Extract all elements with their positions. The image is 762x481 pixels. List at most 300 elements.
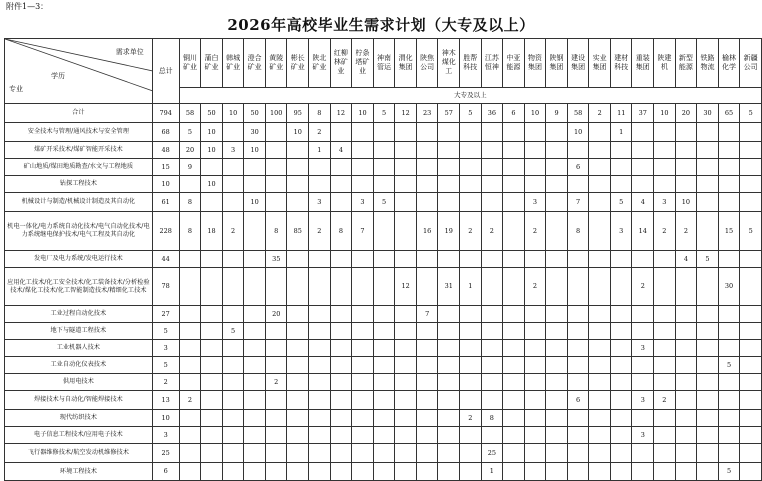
total-cell: 48	[152, 142, 179, 159]
count-cell	[675, 323, 697, 340]
count-cell	[610, 340, 632, 357]
count-cell	[265, 444, 287, 463]
company-header: 铜川矿业	[179, 39, 201, 88]
count-cell	[179, 374, 201, 391]
demand-table	[4, 38, 762, 481]
total-cell: 15	[152, 159, 179, 176]
count-cell	[373, 251, 395, 268]
count-cell	[309, 340, 331, 357]
count-cell	[438, 374, 460, 391]
count-cell: 23	[416, 104, 438, 123]
count-cell	[481, 306, 503, 323]
count-cell: 7	[352, 212, 374, 251]
count-cell: 50	[201, 104, 223, 123]
count-cell: 12	[395, 268, 417, 306]
count-cell	[309, 251, 331, 268]
major-cell: 工业自动化仪表技术	[5, 357, 153, 374]
count-cell	[287, 374, 309, 391]
count-cell: 3	[222, 142, 244, 159]
count-cell	[265, 323, 287, 340]
count-cell: 3	[632, 391, 654, 410]
count-cell	[395, 427, 417, 444]
count-cell	[610, 444, 632, 463]
count-cell	[352, 142, 374, 159]
count-cell	[179, 306, 201, 323]
total-cell: 68	[152, 123, 179, 142]
count-cell	[395, 176, 417, 193]
count-cell	[265, 268, 287, 306]
count-cell: 1	[610, 123, 632, 142]
count-cell	[416, 391, 438, 410]
count-cell: 2	[222, 212, 244, 251]
count-cell	[697, 268, 719, 306]
count-cell	[503, 159, 525, 176]
count-cell	[546, 193, 568, 212]
count-cell	[330, 410, 352, 427]
count-cell	[395, 212, 417, 251]
count-cell: 2	[459, 410, 481, 427]
count-cell	[459, 193, 481, 212]
total-cell: 3	[152, 340, 179, 357]
total-cell: 5	[152, 323, 179, 340]
count-cell	[654, 340, 676, 357]
count-cell: 10	[222, 104, 244, 123]
count-cell	[567, 427, 589, 444]
count-cell	[179, 176, 201, 193]
count-cell	[244, 251, 266, 268]
count-cell	[309, 427, 331, 444]
count-cell	[481, 357, 503, 374]
count-cell	[481, 374, 503, 391]
count-cell	[610, 251, 632, 268]
count-cell	[654, 159, 676, 176]
count-cell: 8	[481, 410, 503, 427]
count-cell	[201, 444, 223, 463]
count-cell	[697, 193, 719, 212]
company-header: 渭化集团	[395, 39, 417, 88]
count-cell	[244, 268, 266, 306]
count-cell	[675, 374, 697, 391]
company-header: 柠条塔矿业	[352, 39, 374, 88]
count-cell	[459, 357, 481, 374]
company-header: 陕北矿业	[309, 39, 331, 88]
count-cell: 3	[632, 427, 654, 444]
count-cell	[352, 410, 374, 427]
count-cell	[718, 306, 740, 323]
count-cell	[201, 340, 223, 357]
count-cell	[546, 357, 568, 374]
count-cell	[438, 159, 460, 176]
count-cell	[481, 268, 503, 306]
count-cell	[244, 306, 266, 323]
count-cell	[503, 176, 525, 193]
count-cell	[330, 374, 352, 391]
company-header: 胜帮科技	[459, 39, 481, 88]
count-cell: 7	[416, 306, 438, 323]
major-cell: 工业过程自动化技术	[5, 306, 153, 323]
count-cell: 1	[481, 463, 503, 481]
count-cell: 8	[179, 193, 201, 212]
count-cell	[373, 176, 395, 193]
count-cell	[352, 268, 374, 306]
count-cell	[610, 268, 632, 306]
count-cell	[395, 410, 417, 427]
count-cell	[610, 391, 632, 410]
count-cell: 2	[309, 212, 331, 251]
count-cell	[697, 391, 719, 410]
table-row	[5, 142, 762, 159]
company-header: 新型能源	[675, 39, 697, 88]
count-cell	[330, 391, 352, 410]
table-row	[5, 176, 762, 193]
count-cell	[740, 251, 762, 268]
count-cell	[287, 306, 309, 323]
count-cell: 7	[567, 193, 589, 212]
count-cell	[567, 251, 589, 268]
count-cell: 8	[567, 212, 589, 251]
count-cell	[309, 159, 331, 176]
count-cell	[395, 123, 417, 142]
count-cell	[610, 410, 632, 427]
count-cell	[416, 323, 438, 340]
count-cell: 1	[459, 268, 481, 306]
count-cell	[546, 176, 568, 193]
count-cell	[438, 176, 460, 193]
count-cell	[524, 374, 546, 391]
count-cell	[567, 306, 589, 323]
count-cell	[654, 142, 676, 159]
count-cell	[265, 391, 287, 410]
count-cell	[654, 427, 676, 444]
corner-major-label: 专业	[9, 85, 23, 93]
company-header: 澄合矿业	[244, 39, 266, 88]
count-cell	[567, 323, 589, 340]
count-cell	[201, 427, 223, 444]
count-cell: 2	[675, 212, 697, 251]
company-header: 建材科技	[610, 39, 632, 88]
count-cell: 3	[632, 340, 654, 357]
major-cell: 应用化工技术/化工安全技术/化工装备技术/分析检验技术/煤化工技术/化工智能制造技术/精细化工技术	[5, 268, 153, 306]
count-cell	[546, 340, 568, 357]
count-cell	[265, 340, 287, 357]
count-cell	[632, 142, 654, 159]
count-cell	[503, 410, 525, 427]
count-cell	[459, 251, 481, 268]
count-cell: 10	[567, 123, 589, 142]
count-cell	[718, 251, 740, 268]
count-cell	[201, 323, 223, 340]
count-cell: 6	[567, 391, 589, 410]
count-cell	[373, 268, 395, 306]
count-cell	[632, 357, 654, 374]
table-row	[5, 193, 762, 212]
count-cell	[373, 374, 395, 391]
count-cell: 58	[567, 104, 589, 123]
count-cell	[567, 340, 589, 357]
count-cell	[179, 357, 201, 374]
major-cell: 合计	[5, 104, 153, 123]
count-cell	[459, 340, 481, 357]
count-cell	[740, 193, 762, 212]
count-cell	[524, 123, 546, 142]
count-cell	[675, 142, 697, 159]
table-row	[5, 410, 762, 427]
count-cell	[352, 357, 374, 374]
count-cell	[697, 444, 719, 463]
count-cell	[697, 142, 719, 159]
count-cell	[503, 268, 525, 306]
count-cell	[503, 427, 525, 444]
count-cell	[330, 323, 352, 340]
total-header: 总计	[152, 39, 179, 104]
count-cell	[610, 427, 632, 444]
company-header: 蒲白矿业	[201, 39, 223, 88]
count-cell	[503, 142, 525, 159]
count-cell	[438, 427, 460, 444]
count-cell	[675, 357, 697, 374]
count-cell: 3	[524, 193, 546, 212]
count-cell	[481, 323, 503, 340]
major-cell: 机电一体化/电力系统自动化技术/电气自动化技术/电力系统继电保护技术/电气工程及其自动化	[5, 212, 153, 251]
count-cell: 8	[309, 104, 331, 123]
count-cell	[438, 123, 460, 142]
count-cell	[654, 410, 676, 427]
count-cell	[201, 193, 223, 212]
count-cell: 3	[610, 212, 632, 251]
count-cell	[416, 159, 438, 176]
count-cell	[373, 357, 395, 374]
total-cell: 10	[152, 410, 179, 427]
count-cell	[654, 176, 676, 193]
count-cell	[481, 391, 503, 410]
major-cell: 工业机器人技术	[5, 340, 153, 357]
count-cell	[373, 340, 395, 357]
count-cell	[481, 193, 503, 212]
count-cell	[567, 176, 589, 193]
company-header: 神南管运	[373, 39, 395, 88]
company-header: 铁路物流	[697, 39, 719, 88]
count-cell	[201, 410, 223, 427]
count-cell	[244, 427, 266, 444]
count-cell	[589, 268, 611, 306]
major-cell: 供用电技术	[5, 374, 153, 391]
count-cell	[265, 357, 287, 374]
count-cell	[524, 427, 546, 444]
count-cell	[438, 251, 460, 268]
count-cell	[589, 357, 611, 374]
company-header: 江苏恒神	[481, 39, 503, 88]
count-cell	[675, 159, 697, 176]
count-cell	[330, 306, 352, 323]
table-row	[5, 159, 762, 176]
total-cell: 6	[152, 463, 179, 481]
count-cell	[589, 159, 611, 176]
count-cell	[632, 444, 654, 463]
count-cell	[546, 306, 568, 323]
count-cell	[632, 374, 654, 391]
count-cell: 2	[459, 212, 481, 251]
count-cell	[438, 142, 460, 159]
count-cell	[373, 427, 395, 444]
count-cell	[675, 427, 697, 444]
company-header: 陕建机	[654, 39, 676, 88]
count-cell	[546, 444, 568, 463]
count-cell: 5	[697, 251, 719, 268]
company-header: 物资集团	[524, 39, 546, 88]
education-sublabel: 大专及以上	[179, 87, 761, 103]
count-cell	[740, 340, 762, 357]
total-cell: 13	[152, 391, 179, 410]
count-cell	[309, 410, 331, 427]
count-cell: 9	[179, 159, 201, 176]
count-cell	[697, 159, 719, 176]
count-cell	[438, 323, 460, 340]
count-cell: 5	[373, 193, 395, 212]
count-cell	[589, 193, 611, 212]
count-cell	[373, 142, 395, 159]
table-row	[5, 374, 762, 391]
count-cell: 2	[632, 268, 654, 306]
count-cell	[416, 374, 438, 391]
count-cell	[265, 176, 287, 193]
count-cell	[287, 357, 309, 374]
company-header: 红柳林矿业	[330, 39, 352, 88]
count-cell: 5	[740, 212, 762, 251]
table-row	[5, 444, 762, 463]
count-cell	[244, 212, 266, 251]
count-cell	[503, 193, 525, 212]
count-cell	[201, 251, 223, 268]
count-cell	[697, 357, 719, 374]
count-cell: 4	[675, 251, 697, 268]
count-cell	[740, 268, 762, 306]
count-cell	[567, 268, 589, 306]
count-cell	[718, 193, 740, 212]
count-cell	[459, 444, 481, 463]
count-cell	[675, 444, 697, 463]
count-cell	[459, 323, 481, 340]
count-cell	[287, 142, 309, 159]
count-cell	[632, 251, 654, 268]
count-cell	[352, 444, 374, 463]
count-cell: 5	[740, 104, 762, 123]
count-cell	[740, 142, 762, 159]
count-cell	[546, 123, 568, 142]
count-cell	[352, 176, 374, 193]
count-cell	[546, 323, 568, 340]
count-cell: 95	[287, 104, 309, 123]
total-cell: 2	[152, 374, 179, 391]
count-cell	[503, 374, 525, 391]
count-cell	[740, 306, 762, 323]
table-row	[5, 123, 762, 142]
count-cell	[740, 444, 762, 463]
count-cell	[546, 251, 568, 268]
count-cell: 2	[265, 374, 287, 391]
count-cell	[459, 176, 481, 193]
count-cell: 25	[481, 444, 503, 463]
count-cell	[222, 391, 244, 410]
count-cell	[459, 142, 481, 159]
count-cell	[309, 374, 331, 391]
count-cell	[244, 340, 266, 357]
count-cell	[589, 142, 611, 159]
count-cell	[546, 268, 568, 306]
count-cell	[201, 357, 223, 374]
count-cell	[222, 374, 244, 391]
count-cell: 5	[610, 193, 632, 212]
table-row	[5, 251, 762, 268]
count-cell	[438, 410, 460, 427]
total-cell: 61	[152, 193, 179, 212]
count-cell: 58	[179, 104, 201, 123]
total-cell: 3	[152, 427, 179, 444]
company-header: 榆林化学	[718, 39, 740, 88]
count-cell	[481, 176, 503, 193]
total-cell: 44	[152, 251, 179, 268]
count-cell	[395, 193, 417, 212]
count-cell: 30	[244, 123, 266, 142]
count-cell	[718, 323, 740, 340]
count-cell	[610, 142, 632, 159]
count-cell	[330, 340, 352, 357]
count-cell	[567, 444, 589, 463]
count-cell	[610, 176, 632, 193]
count-cell: 11	[610, 104, 632, 123]
count-cell	[675, 176, 697, 193]
major-cell: 安全技术与管理/通风技术与安全管理	[5, 123, 153, 142]
count-cell: 19	[438, 212, 460, 251]
count-cell	[265, 142, 287, 159]
count-cell	[632, 306, 654, 323]
count-cell	[395, 357, 417, 374]
company-header: 新疆公司	[740, 39, 762, 88]
count-cell	[352, 123, 374, 142]
count-cell: 5	[373, 104, 395, 123]
count-cell: 6	[503, 104, 525, 123]
count-cell	[718, 374, 740, 391]
count-cell	[287, 176, 309, 193]
count-cell	[503, 212, 525, 251]
count-cell	[503, 123, 525, 142]
major-cell: 发电厂及电力系统/发电运行技术	[5, 251, 153, 268]
count-cell	[546, 159, 568, 176]
count-cell	[309, 176, 331, 193]
count-cell	[718, 123, 740, 142]
count-cell	[675, 123, 697, 142]
count-cell	[416, 410, 438, 427]
count-cell	[740, 159, 762, 176]
count-cell: 12	[395, 104, 417, 123]
count-cell	[524, 444, 546, 463]
count-cell: 15	[718, 212, 740, 251]
count-cell	[416, 340, 438, 357]
count-cell	[459, 427, 481, 444]
count-cell	[222, 340, 244, 357]
count-cell	[416, 142, 438, 159]
count-cell	[179, 251, 201, 268]
count-cell	[330, 193, 352, 212]
company-header: 神木煤化工	[438, 39, 460, 88]
count-cell	[481, 142, 503, 159]
count-cell	[524, 176, 546, 193]
count-cell	[201, 159, 223, 176]
count-cell	[373, 306, 395, 323]
count-cell	[675, 410, 697, 427]
count-cell	[287, 444, 309, 463]
count-cell	[438, 391, 460, 410]
count-cell	[179, 410, 201, 427]
